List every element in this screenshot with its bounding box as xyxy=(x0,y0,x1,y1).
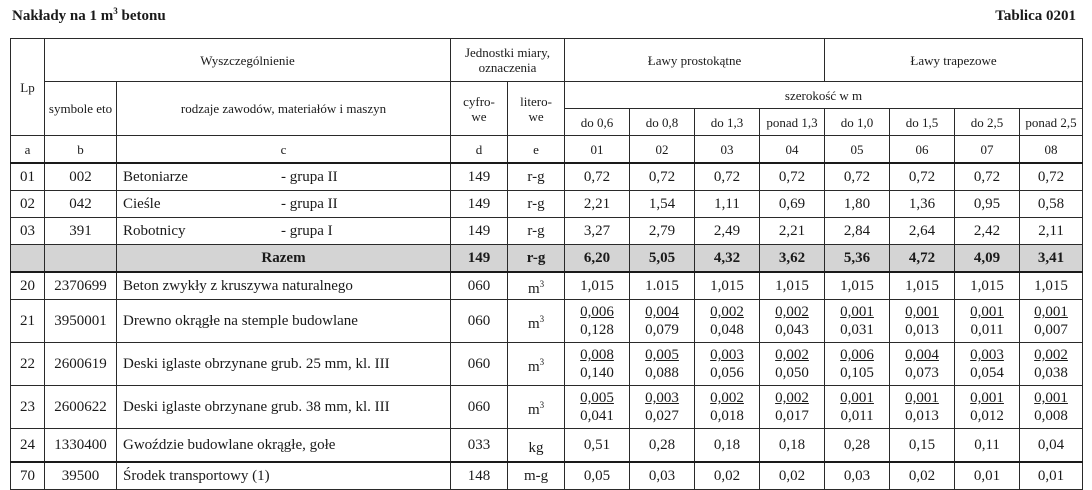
value-cell: 1,015 xyxy=(1020,272,1083,300)
table-row xyxy=(11,429,1083,463)
value-cell xyxy=(890,300,955,343)
value-cell: 1,015 xyxy=(565,272,630,300)
code-letter: d xyxy=(451,136,508,164)
table-row xyxy=(11,163,1083,191)
value-cell: 1,54 xyxy=(630,191,695,218)
value-cell xyxy=(565,343,630,386)
value-stack xyxy=(710,346,744,382)
value-cell xyxy=(565,300,630,343)
value-stack xyxy=(775,346,809,382)
value-cell: 0,02 xyxy=(760,462,825,490)
col-header: do 1,3 xyxy=(695,109,760,136)
value-stack xyxy=(645,346,679,382)
sum-value: 5,36 xyxy=(825,245,890,273)
value-cell xyxy=(825,386,890,429)
col-code: 02 xyxy=(630,136,695,164)
norm-table xyxy=(10,38,1083,490)
value-bottom: 0,128 xyxy=(580,322,614,338)
value-bottom: 0,013 xyxy=(905,408,939,424)
table-row xyxy=(11,272,1083,300)
value-stack xyxy=(905,346,939,382)
value-cell: 2,49 xyxy=(695,218,760,245)
value-bottom: 0,088 xyxy=(645,365,679,381)
header-kinds: rodzaje zawodów, materiałów i maszyn xyxy=(117,82,451,136)
unit-cell-text xyxy=(529,440,544,456)
value-bottom: 0,013 xyxy=(905,322,939,338)
value-cell: 1,11 xyxy=(695,191,760,218)
sum-value: 5,05 xyxy=(630,245,695,273)
value-stack xyxy=(970,346,1004,382)
value-cell: 1,36 xyxy=(890,191,955,218)
row-symbol: 042 xyxy=(45,191,117,218)
col-header: do 1,0 xyxy=(825,109,890,136)
labor-name: Cieśle xyxy=(123,196,161,212)
header-width: szerokość w m xyxy=(565,82,1083,109)
value-stack xyxy=(580,303,614,339)
row-lp: 02 xyxy=(11,191,45,218)
value-top: 0,001 xyxy=(840,304,874,320)
value-stack xyxy=(775,389,809,425)
table-row xyxy=(11,218,1083,245)
value-top: 0,004 xyxy=(645,304,679,320)
value-bottom: 0,079 xyxy=(645,322,679,338)
row-unit-letter: m-g xyxy=(508,462,565,490)
value-top: 0,001 xyxy=(905,390,939,406)
header-letter: litero- we xyxy=(508,82,565,136)
row-unit-letter: r-g xyxy=(508,218,565,245)
value-top: 0,002 xyxy=(1034,347,1068,363)
value-cell: 0,15 xyxy=(890,429,955,463)
value-bottom: 0,018 xyxy=(710,408,744,424)
table-row xyxy=(11,386,1083,429)
value-top: 0,002 xyxy=(775,304,809,320)
value-cell xyxy=(955,343,1020,386)
unit-cell-text xyxy=(527,278,545,297)
value-top: 0,001 xyxy=(970,390,1004,406)
row-symbol: 2370699 xyxy=(45,272,117,300)
value-cell: 0,72 xyxy=(630,163,695,191)
value-bottom: 0,041 xyxy=(580,408,614,424)
row-unit xyxy=(508,300,565,343)
row-name: Deski iglaste obrzynane grub. 25 mm, kl. III xyxy=(117,343,451,386)
value-cell xyxy=(760,300,825,343)
value-top: 0,002 xyxy=(775,347,809,363)
row-lp: 21 xyxy=(11,300,45,343)
value-cell xyxy=(695,343,760,386)
value-bottom: 0,140 xyxy=(580,365,614,381)
row-name: Gwoździe budowlane okrągłe, gołe xyxy=(117,429,451,463)
value-bottom: 0,011 xyxy=(970,322,1004,338)
unit-superscript: 3 xyxy=(539,399,545,410)
header-group-trap: Ławy trapezowe xyxy=(825,39,1083,82)
value-stack xyxy=(840,346,874,382)
value-cell: 0,28 xyxy=(630,429,695,463)
value-bottom: 0,038 xyxy=(1034,365,1068,381)
value-stack xyxy=(970,303,1004,339)
sum-value: 4,32 xyxy=(695,245,760,273)
value-top: 0,001 xyxy=(1034,390,1068,406)
sum-value: 4,09 xyxy=(955,245,1020,273)
value-stack xyxy=(775,303,809,339)
value-cell: 2,84 xyxy=(825,218,890,245)
row-name: Beton zwykły z kruszywa naturalnego xyxy=(117,272,451,300)
row-lp: 22 xyxy=(11,343,45,386)
row-name: Deski iglaste obrzynane grub. 38 mm, kl. III xyxy=(117,386,451,429)
value-bottom: 0,073 xyxy=(905,365,939,381)
value-stack xyxy=(645,389,679,425)
value-top: 0,008 xyxy=(580,347,614,363)
header-specification: Wyszczególnienie xyxy=(45,39,451,82)
sum-value: 3,62 xyxy=(760,245,825,273)
value-cell: 0,72 xyxy=(825,163,890,191)
unit-cell-text xyxy=(527,313,545,332)
value-stack xyxy=(1034,303,1068,339)
value-bottom: 0,008 xyxy=(1034,408,1068,424)
row-name: Środek transportowy (1) xyxy=(117,462,451,490)
value-bottom: 0,054 xyxy=(970,365,1004,381)
value-stack xyxy=(905,389,939,425)
value-stack xyxy=(710,389,744,425)
labor-group: - grupa I xyxy=(281,223,333,239)
value-top: 0,001 xyxy=(905,304,939,320)
row-name xyxy=(117,191,451,218)
unit-label: m xyxy=(527,401,540,418)
value-cell: 0,72 xyxy=(695,163,760,191)
header-units: Jednostki miary, oznaczenia xyxy=(451,39,565,82)
value-top: 0,002 xyxy=(710,390,744,406)
table-row xyxy=(11,462,1083,490)
row-unit-digit: 149 xyxy=(451,191,508,218)
value-bottom: 0,012 xyxy=(970,408,1004,424)
unit-cell-text xyxy=(527,356,545,375)
value-cell xyxy=(630,386,695,429)
unit-cell-text xyxy=(527,399,545,418)
value-cell: 2,79 xyxy=(630,218,695,245)
value-cell: 2,21 xyxy=(565,191,630,218)
value-stack xyxy=(840,303,874,339)
row-unit xyxy=(508,386,565,429)
value-bottom: 0,011 xyxy=(840,408,874,424)
unit-label: m xyxy=(527,315,540,332)
value-top: 0,002 xyxy=(710,304,744,320)
code-letter: c xyxy=(117,136,451,164)
value-cell xyxy=(760,343,825,386)
header-row-2 xyxy=(11,82,1083,109)
table-row xyxy=(11,343,1083,386)
value-bottom: 0,017 xyxy=(775,408,809,424)
value-stack xyxy=(580,346,614,382)
labor-name: Betoniarze xyxy=(123,169,188,185)
value-cell: 1.015 xyxy=(630,272,695,300)
value-top: 0,004 xyxy=(905,347,939,363)
value-bottom: 0,031 xyxy=(840,322,874,338)
labor-group: - grupa II xyxy=(281,196,338,212)
col-code: 05 xyxy=(825,136,890,164)
row-symbol: 2600619 xyxy=(45,343,117,386)
col-code: 07 xyxy=(955,136,1020,164)
value-cell: 0,72 xyxy=(565,163,630,191)
value-cell xyxy=(955,300,1020,343)
value-cell: 0,72 xyxy=(890,163,955,191)
value-stack xyxy=(1034,346,1068,382)
sum-value: 4,72 xyxy=(890,245,955,273)
row-unit-digit: 060 xyxy=(451,300,508,343)
unit-label: kg xyxy=(528,439,544,456)
value-cell: 0,03 xyxy=(825,462,890,490)
header-group-rect: Ławy prostokątne xyxy=(565,39,825,82)
col-header: do 1,5 xyxy=(890,109,955,136)
value-bottom: 0,007 xyxy=(1034,322,1068,338)
value-stack xyxy=(970,389,1004,425)
value-cell xyxy=(825,343,890,386)
value-cell: 1,015 xyxy=(955,272,1020,300)
value-cell xyxy=(630,343,695,386)
labor-group: - grupa II xyxy=(281,169,338,185)
col-header: ponad 1,3 xyxy=(760,109,825,136)
value-cell: 0,02 xyxy=(695,462,760,490)
row-lp: 03 xyxy=(11,218,45,245)
row-lp: 01 xyxy=(11,163,45,191)
value-cell: 0,05 xyxy=(565,462,630,490)
row-lp: 70 xyxy=(11,462,45,490)
row-name: Drewno okrągłe na stemple budowlane xyxy=(117,300,451,343)
col-code: 01 xyxy=(565,136,630,164)
document-title: Nakłady na 1 $m^3$ betonu xyxy=(12,6,166,24)
row-unit-digit: 033 xyxy=(451,429,508,463)
value-cell: 0,72 xyxy=(760,163,825,191)
value-bottom: 0,056 xyxy=(710,365,744,381)
value-cell: 0,02 xyxy=(890,462,955,490)
value-cell: 1,80 xyxy=(825,191,890,218)
value-bottom: 0,027 xyxy=(645,408,679,424)
value-cell: 2,11 xyxy=(1020,218,1083,245)
row-unit-letter: r-g xyxy=(508,191,565,218)
value-cell: 0,51 xyxy=(565,429,630,463)
table-row xyxy=(11,300,1083,343)
value-cell: 0,01 xyxy=(955,462,1020,490)
value-cell: 0,95 xyxy=(955,191,1020,218)
col-header: do 0,8 xyxy=(630,109,695,136)
value-cell xyxy=(1020,386,1083,429)
value-cell: 1,015 xyxy=(890,272,955,300)
value-stack xyxy=(645,303,679,339)
col-code: 03 xyxy=(695,136,760,164)
value-top: 0,001 xyxy=(970,304,1004,320)
value-bottom: 0,043 xyxy=(775,322,809,338)
value-cell xyxy=(825,300,890,343)
value-cell: 0,58 xyxy=(1020,191,1083,218)
row-lp: 23 xyxy=(11,386,45,429)
sum-label: Razem xyxy=(117,245,451,273)
table-body xyxy=(11,163,1083,490)
value-cell xyxy=(1020,300,1083,343)
value-cell: 0,69 xyxy=(760,191,825,218)
value-cell: 0,18 xyxy=(760,429,825,463)
unit-superscript: 3 xyxy=(539,356,545,367)
unit-label: m xyxy=(527,358,540,375)
header-digit: cyfro- we xyxy=(451,82,508,136)
labor-name: Robotnicy xyxy=(123,223,186,239)
value-cell: 0,72 xyxy=(1020,163,1083,191)
value-cell xyxy=(1020,343,1083,386)
value-stack xyxy=(1034,389,1068,425)
value-cell: 2,21 xyxy=(760,218,825,245)
table-row xyxy=(11,191,1083,218)
row-unit-digit: 060 xyxy=(451,343,508,386)
row-unit-digit: 148 xyxy=(451,462,508,490)
value-cell: 2,42 xyxy=(955,218,1020,245)
row-unit-digit: 149 xyxy=(451,163,508,191)
value-cell: 0,11 xyxy=(955,429,1020,463)
row-unit-digit: 060 xyxy=(451,272,508,300)
code-letter: e xyxy=(508,136,565,164)
row-symbol: 39500 xyxy=(45,462,117,490)
value-top: 0,001 xyxy=(1034,304,1068,320)
sum-blank xyxy=(11,245,45,273)
value-cell: 0,01 xyxy=(1020,462,1083,490)
header-row-1 xyxy=(11,39,1083,82)
row-symbol: 1330400 xyxy=(45,429,117,463)
value-cell xyxy=(630,300,695,343)
value-cell: 0,18 xyxy=(695,429,760,463)
row-unit-digit: 060 xyxy=(451,386,508,429)
value-stack xyxy=(905,303,939,339)
row-unit xyxy=(508,343,565,386)
sum-blank xyxy=(45,245,117,273)
value-top: 0,005 xyxy=(645,347,679,363)
header-codes-row xyxy=(11,136,1083,164)
row-unit-letter: r-g xyxy=(508,163,565,191)
sum-value: 6,20 xyxy=(565,245,630,273)
value-stack xyxy=(710,303,744,339)
code-letter: b xyxy=(45,136,117,164)
value-cell xyxy=(955,386,1020,429)
value-cell: 1,015 xyxy=(825,272,890,300)
header-lp: Lp xyxy=(11,39,45,136)
row-name xyxy=(117,163,451,191)
value-top: 0,003 xyxy=(710,347,744,363)
value-cell: 0,28 xyxy=(825,429,890,463)
value-cell: 1,015 xyxy=(695,272,760,300)
table-number: Tablica 0201 xyxy=(995,8,1076,24)
value-stack xyxy=(840,389,874,425)
sum-unit-letter: r-g xyxy=(508,245,565,273)
value-cell xyxy=(565,386,630,429)
value-cell: 2,64 xyxy=(890,218,955,245)
sum-value: 3,41 xyxy=(1020,245,1083,273)
value-cell: 0,03 xyxy=(630,462,695,490)
row-symbol: 3950001 xyxy=(45,300,117,343)
col-header: do 2,5 xyxy=(955,109,1020,136)
value-cell xyxy=(890,343,955,386)
col-code: 04 xyxy=(760,136,825,164)
value-cell xyxy=(695,386,760,429)
value-top: 0,005 xyxy=(580,390,614,406)
value-cell: 3,27 xyxy=(565,218,630,245)
value-bottom: 0,050 xyxy=(775,365,809,381)
row-lp: 20 xyxy=(11,272,45,300)
value-stack xyxy=(580,389,614,425)
col-code: 06 xyxy=(890,136,955,164)
unit-superscript: 3 xyxy=(539,278,545,289)
row-lp: 24 xyxy=(11,429,45,463)
value-cell: 1,015 xyxy=(760,272,825,300)
row-symbol: 391 xyxy=(45,218,117,245)
unit-superscript: 3 xyxy=(539,313,545,324)
value-bottom: 0,048 xyxy=(710,322,744,338)
row-symbol: 002 xyxy=(45,163,117,191)
col-header: ponad 2,5 xyxy=(1020,109,1083,136)
row-unit xyxy=(508,429,565,463)
row-unit xyxy=(508,272,565,300)
row-name xyxy=(117,218,451,245)
value-cell xyxy=(890,386,955,429)
value-top: 0,006 xyxy=(580,304,614,320)
value-cell xyxy=(760,386,825,429)
value-top: 0,006 xyxy=(840,347,874,363)
value-bottom: 0,105 xyxy=(840,365,874,381)
value-cell: 0,04 xyxy=(1020,429,1083,463)
row-symbol: 2600622 xyxy=(45,386,117,429)
value-top: 0,003 xyxy=(645,390,679,406)
sum-unit-digit: 149 xyxy=(451,245,508,273)
value-top: 0,001 xyxy=(840,390,874,406)
col-code: 08 xyxy=(1020,136,1083,164)
sum-row xyxy=(11,245,1083,273)
value-top: 0,002 xyxy=(775,390,809,406)
col-header: do 0,6 xyxy=(565,109,630,136)
value-top: 0,003 xyxy=(970,347,1004,363)
value-cell: 0,72 xyxy=(955,163,1020,191)
header-symbols: symbole eto xyxy=(45,82,117,136)
value-cell xyxy=(695,300,760,343)
code-letter: a xyxy=(11,136,45,164)
unit-label: m xyxy=(527,280,540,297)
row-unit-digit: 149 xyxy=(451,218,508,245)
